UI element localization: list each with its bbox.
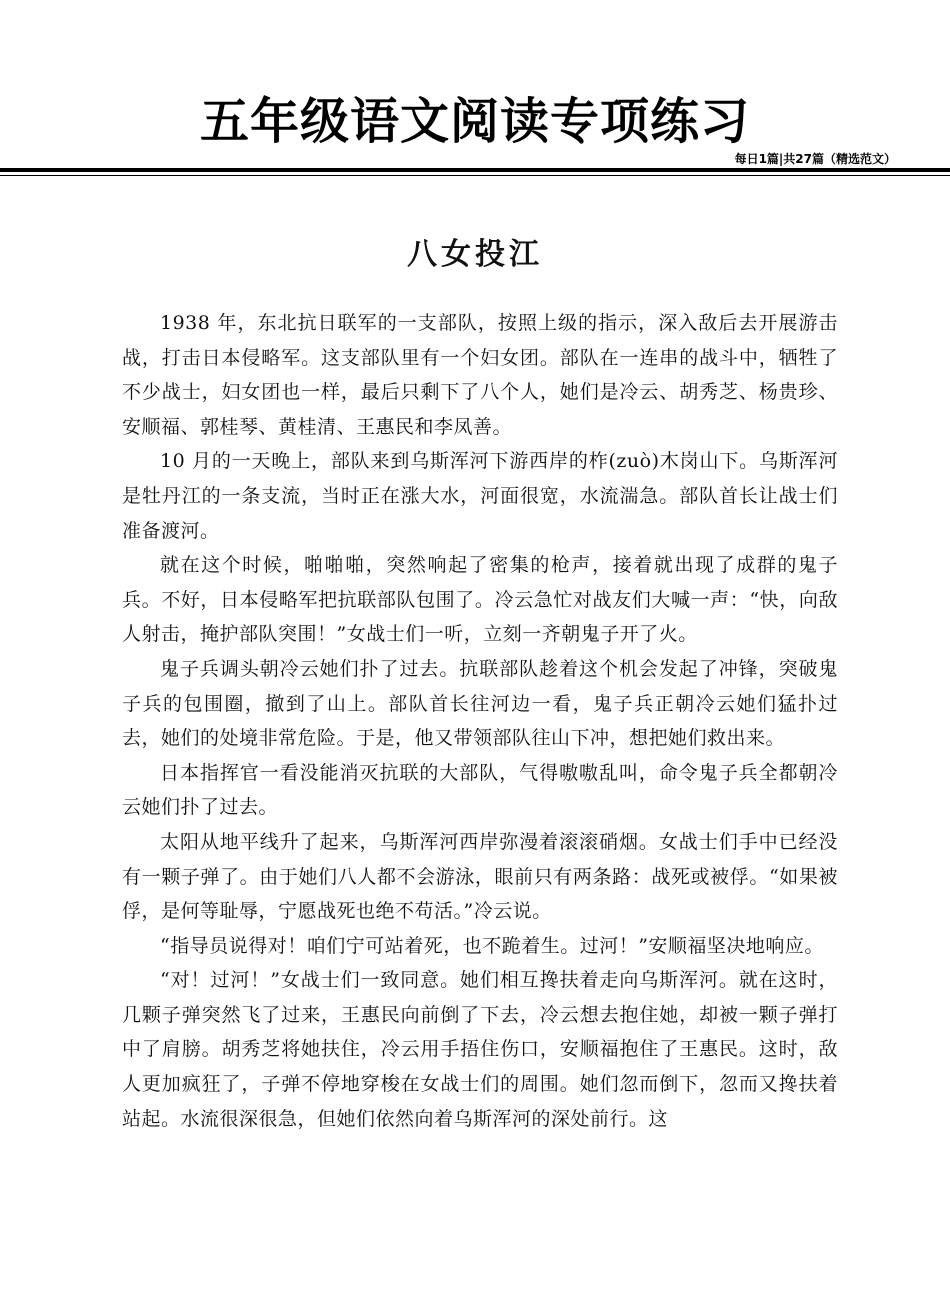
page-header <box>0 0 950 180</box>
paragraph: 太阳从地平线升了起来，乌斯浑河西岸弥漫着滚滚硝烟。女战士们手中已经没有一颗子弹了。由于她们八人都不会游泳，眼前只有两条路：战死或被俘。“如果被俘，是何等耻辱，宁愿战死也绝不苟活。”冷云说。 <box>122 830 838 923</box>
header-title: 五年级语文阅读专项练习 <box>199 93 750 150</box>
article-title: 八女投江 <box>407 237 543 272</box>
paragraph: 10 月的一天晚上，部队来到乌斯浑河下游西岸的柞(zuò)木岗山下。乌斯浑河是牡丹江的一条支流，当时正在涨大水，河面很宽，水流湍急。部队首长让战士们准备渡河。 <box>122 450 838 542</box>
header-rule-thick <box>0 168 950 172</box>
article-body <box>122 306 838 1136</box>
header-subtitle: 每日1篇|共27篇（精选范文） <box>734 152 896 166</box>
paragraph: 日本指挥官一看没能消灭抗联的大部队，气得嗷嗷乱叫，命令鬼子兵全都朝冷云她们扑了过去。 <box>122 761 838 819</box>
paragraph: 鬼子兵调头朝冷云她们扑了过去。抗联部队趁着这个机会发起了冲锋，突破鬼子兵的包围圈，撤到了山上。部队首长往河边一看，鬼子兵正朝冷云她们猛扑过去，她们的处境非常危险。于是，他又带领部队往山下冲，想把她们救出来。 <box>122 657 838 750</box>
paragraph: “指导员说得对！咱们宁可站着死，也不跪着生。过河！”安顺福坚决地响应。 <box>160 934 824 957</box>
header-rule-thin <box>0 175 950 176</box>
paragraph: “对！过河！”女战士们一致同意。她们相互搀扶着走向乌斯浑河。就在这时，几颗子弹突然飞了过来，王惠民向前倒了下去，冷云想去抱住她，却被一颗子弹打中了肩膀。胡秀芝将她扶住，冷云用手捂住伤口，安顺福抱住了王惠民。这时，敌人更加疯狂了，子弹不停地穿梭在女战士们的周围。她们忽而倒下，忽而又搀扶着站起。水流很深很急，但她们依然向着乌斯浑河的深处前行。这 <box>122 969 838 1130</box>
paragraph: 1938 年，东北抗日联军的一支部队，按照上级的指示，深入敌后去开展游击战，打击日本侵略军。这支部队里有一个妇女团。部队在一连串的战斗中，牺牲了不少战士，妇女团也一样，最后只剩下了八个人，她们是冷云、胡秀芝、杨贵珍、安顺福、郭桂琴、黄桂清、王惠民和李凤善。 <box>122 312 838 438</box>
paragraph: 就在这个时候，啪啪啪，突然响起了密集的枪声，接着就出现了成群的鬼子兵。不好，日本侵略军把抗联部队包围了。冷云急忙对战友们大喊一声：“快，向敌人射击，掩护部队突围！”女战士们一听，立刻一齐朝鬼子开了火。 <box>122 554 838 646</box>
